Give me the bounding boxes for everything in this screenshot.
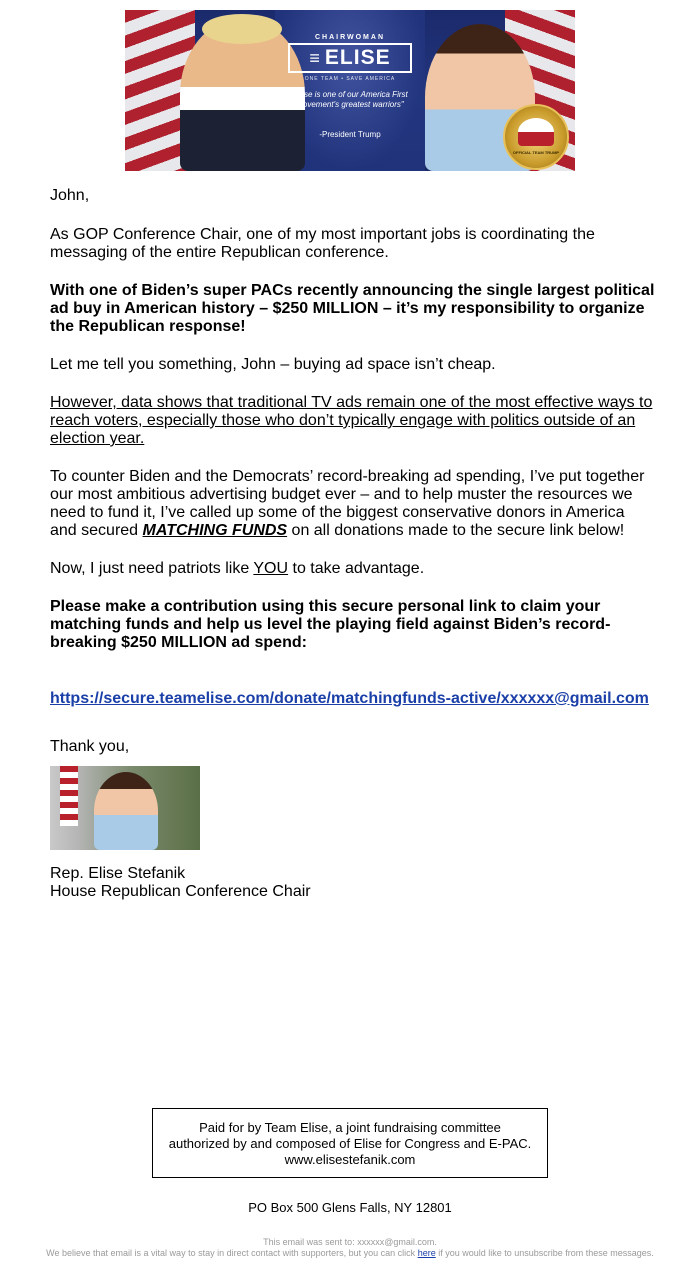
signature-name: Rep. Elise Stefanik <box>50 865 186 882</box>
header-banner <box>125 10 575 171</box>
paragraph-7-bold: Please make a contribution using this secure personal link to claim your matching funds and help us level the playing field against Biden’s record-breaking $250 MILLION ad spend: <box>50 598 611 651</box>
paragraph-6-start: Now, I just need patriots like <box>50 560 254 577</box>
photo-flag-graphic <box>60 766 78 826</box>
banner-quote-attribution: -President Trump <box>319 130 381 139</box>
elise-logo <box>283 34 417 82</box>
matching-funds-emphasis: MATCHING FUNDS <box>142 522 288 539</box>
badge-label: OFFICIAL TEAM TRUMP <box>512 150 560 155</box>
donation-link-row <box>50 690 655 708</box>
unsubscribe-text-end: if you would like to unsubscribe from these messages. <box>435 1248 654 1258</box>
unsubscribe-footer <box>40 1237 660 1259</box>
paragraph-5-end: on all donations made to the secure link below! <box>287 522 625 539</box>
logo-name-text: ELISE <box>324 46 391 69</box>
paragraph-1: As GOP Conference Chair, one of my most important jobs is coordinating the messaging of the entire Republican conference. <box>50 226 595 261</box>
sent-to-line: This email was sent to: xxxxxx@gmail.com. <box>263 1237 437 1247</box>
paragraph-4-underlined: However, data shows that traditional TV ads remain one of the most effective ways to reach voters, especially those who don’t typically engage with politics outside of an election year. <box>50 394 653 447</box>
badge-portrait-icon <box>518 118 554 146</box>
logo-e-icon: ≡ <box>309 48 321 68</box>
photo-person-graphic <box>94 772 158 850</box>
paragraph-3: Let me tell you something, John – buying ad space isn’t cheap. <box>50 356 496 373</box>
logo-kicker: CHAIRWOMAN <box>314 34 386 41</box>
logo-tagline: ONE TEAM • SAVE AMERICA <box>304 76 396 82</box>
paragraph-6-end: to take advantage. <box>288 560 425 577</box>
unsubscribe-text-start: We believe that email is a vital way to stay in direct contact with supporters, but you can click <box>46 1248 418 1258</box>
logo-name <box>288 43 412 73</box>
unsubscribe-line <box>40 1248 660 1259</box>
unsubscribe-link[interactable]: here <box>417 1248 436 1258</box>
paragraph-5-start: To counter Biden and the Democrats’ record-breaking ad spending, I’ve put together our most ambitious advertising budget ever – and to help muster the resources we need to fund it, I’ve called up some of the biggest conservative donors in America and secured <box>50 468 645 539</box>
mailing-address: PO Box 500 Glens Falls, NY 12801 <box>248 1200 452 1215</box>
paid-for-disclaimer: Paid for by Team Elise, a joint fundraising committee authorized by and composed of Elise for Congress and E-PAC. www.elisestefanik.com <box>152 1108 548 1178</box>
banner-quote: "Elise is one of our America First movement's greatest warriors" <box>292 90 408 109</box>
signature-title: House Republican Conference Chair <box>50 883 311 900</box>
paragraph-2-bold: With one of Biden’s super PACs recently announcing the single largest political ad buy in American history – $250 MILLION – it’s my responsibility to organize the Republican response! <box>50 282 655 335</box>
signature-photo <box>50 766 200 850</box>
paragraph-6 <box>50 560 655 578</box>
donation-link[interactable]: https://secure.teamelise.com/donate/matchingfunds-active/xxxxxx@gmail.com <box>50 690 649 707</box>
official-team-trump-badge <box>503 104 569 170</box>
signoff: Thank you, <box>50 738 130 755</box>
you-emphasis: YOU <box>253 560 289 577</box>
paragraph-5 <box>50 468 655 540</box>
greeting: John, <box>50 187 90 204</box>
